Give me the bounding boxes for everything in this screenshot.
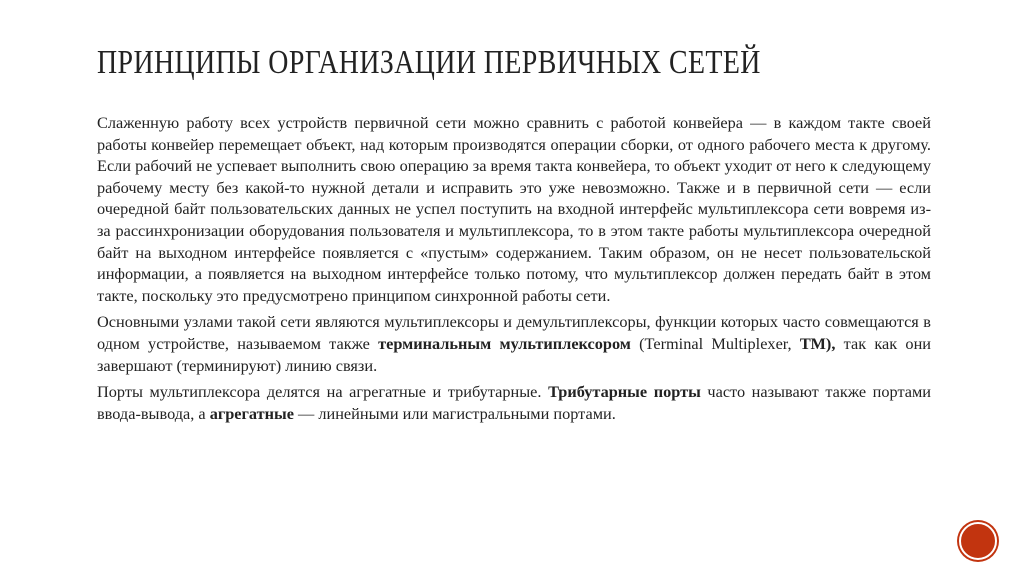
bold-term: агрегатные: [209, 403, 294, 423]
decorative-circle-icon: [959, 522, 997, 560]
text: часто называют также портами ввода-вывода, а: [97, 382, 932, 423]
text: Порты мультиплексора делятся на агрегатные и трибутарные.: [97, 382, 549, 402]
text: (Terminal Multiplexer,: [630, 333, 800, 353]
paragraph-2: [97, 311, 931, 376]
paragraph-1: Слаженную работу всех устройств первичной сети можно сравнить с работой конвейера — в каждом такте своей работы конвейер перемещает объект, над которым производятся операции сборки, от одного рабочего места к другому. Если рабочий не успевает выполнить свою операцию за время такта конвейера, то объект уходит от него к следующему рабочему месту без какой-то нужной детали и исправить это уже невозможно. Также и в первичной сети — если очередной байт пользовательских данных не успел поступить на входной интерфейс мультиплексора сети вовремя из-за рассинхронизации оборудования пользователя и мультиплексора, то в этом такте работы мультиплексора очередной байт на выходном интерфейсе появляется с «пустым» содержанием. Таким образом, он не несет пользовательской информации, а появляется на выходном интерфейсе только потому, что мультиплексор должен передать байт в этом такте, поскольку это предусмотрено принципом синхронной работы сети.: [97, 113, 931, 305]
text: Основными узлами такой сети являются мультиплексоры и демультиплексоры, функции которых часто совмещаются в одном устройстве, называемом также: [97, 312, 931, 353]
text: — линейными или магистральными портами.: [293, 403, 616, 423]
bold-term: Трибутарные порты: [548, 382, 701, 402]
text: так как они завершают (терминируют) линию связи.: [97, 333, 931, 375]
slide-title: ПРИНЦИПЫ ОРГАНИЗАЦИИ ПЕРВИЧНЫХ СЕТЕЙ: [97, 44, 761, 81]
paragraph-3: [97, 381, 931, 424]
bold-term: терминальным мультиплексором: [378, 333, 631, 353]
slide-body: [97, 112, 931, 429]
bold-term: ТМ),: [799, 333, 836, 353]
